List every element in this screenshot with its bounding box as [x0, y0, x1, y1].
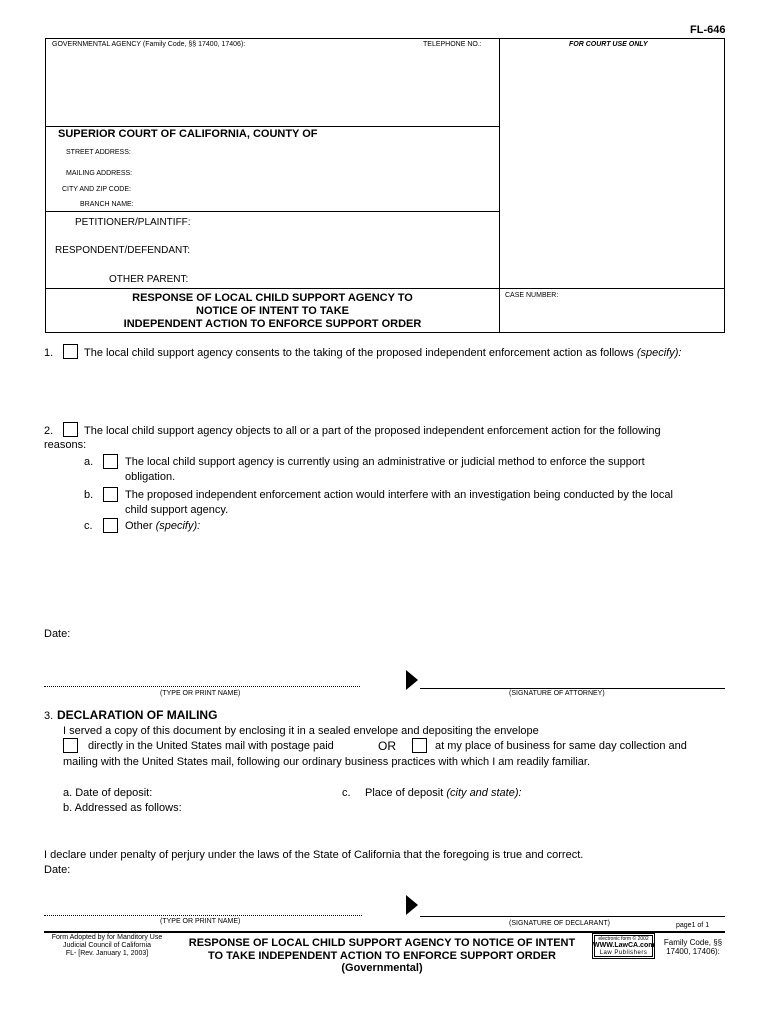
item2c-specify: (specify):	[155, 520, 201, 532]
item3-number: 3.	[44, 710, 54, 722]
declarant-signature-label: (SIGNATURE OF DECLARANT)	[509, 920, 610, 927]
item2b-checkbox[interactable]	[103, 487, 118, 502]
item1-checkbox[interactable]	[63, 344, 78, 359]
signature-line-2[interactable]	[420, 916, 725, 917]
item2c-text: Other	[125, 520, 153, 532]
form-number: FL-646	[690, 24, 726, 36]
item2a-line2: obligation.	[125, 471, 176, 483]
court-use-label: FOR COURT USE ONLY	[569, 41, 648, 48]
date-of-deposit-label: a. Date of deposit:	[63, 787, 153, 799]
item2-checkbox[interactable]	[63, 422, 78, 437]
footer-title-line1: RESPONSE OF LOCAL CHILD SUPPORT AGENCY TO NOTICE OF INTENT	[188, 937, 576, 949]
branch-name-label: BRANCH NAME:	[80, 201, 134, 208]
mail-direct-checkbox[interactable]	[63, 738, 78, 753]
signature-line[interactable]	[420, 688, 725, 689]
item2b-label: b.	[84, 489, 94, 501]
logo-line3: Law Publishers	[599, 950, 648, 956]
type-name-label: (TYPE OR PRINT NAME)	[160, 690, 241, 697]
declaration-title: DECLARATION OF MAILING	[57, 708, 218, 722]
family-code-line2: 17400, 17406):	[666, 947, 720, 956]
item1-specify: (specify):	[636, 347, 682, 359]
item2c-label: c.	[84, 520, 93, 532]
footer-title-line2: TO TAKE INDEPENDENT ACTION TO ENFORCE SUPPORT ORDER	[208, 950, 556, 962]
respondent-label: RESPONDENT/DEFENDANT:	[55, 245, 191, 256]
telephone-label: TELEPHONE NO.:	[423, 41, 482, 48]
signature-arrow-icon-2	[406, 895, 418, 915]
logo-line2: WWW.LawCA.com	[593, 942, 655, 949]
declaration-line1: I served a copy of this document by enclosing it in a sealed envelope and depositing the envelope	[63, 725, 539, 737]
declaration-line3: mailing with the United States mail, following our ordinary business practices with which I am readily familiar.	[63, 756, 591, 768]
petitioner-label: PETITIONER/PLAINTIFF:	[75, 217, 191, 228]
form-title-line2: NOTICE OF INTENT TO TAKE	[196, 305, 349, 317]
item1-number: 1.	[44, 347, 54, 359]
agency-label: GOVERNMENTAL AGENCY (Family Code, §§ 17400, 17406):	[52, 41, 246, 48]
adopted-line1: Form Adopted by for Manditory Use	[51, 934, 163, 941]
item1-text: The local child support agency consents to the taking of the proposed independent enforcement action as follows	[84, 347, 634, 359]
court-title: SUPERIOR COURT OF CALIFORNIA, COUNTY OF	[58, 128, 318, 140]
date2-label: Date:	[44, 864, 71, 876]
declare-text: I declare under penalty of perjury under the laws of the State of California that the foregoing is true and correct.	[44, 849, 584, 861]
item2a-line1: The local child support agency is currently using an administrative or judicial method to enforce the support	[125, 456, 645, 468]
footer-title-line3: (Governmental)	[341, 962, 423, 974]
item2c-checkbox[interactable]	[103, 518, 118, 533]
family-code-line1: Family Code, §§	[663, 938, 723, 947]
place-of-deposit-c-label: c.	[342, 787, 351, 799]
logo-line1: electronic form © 2002	[598, 936, 649, 942]
place-of-deposit-specify: (city and state):	[446, 787, 522, 799]
publisher-logo	[592, 933, 655, 959]
type-name-label-2: (TYPE OR PRINT NAME)	[160, 918, 241, 925]
mailing-address-label: MAILING ADDRESS:	[66, 170, 133, 177]
city-zip-label: CITY AND ZIP CODE:	[62, 186, 131, 193]
item2-text-reasons: reasons:	[44, 439, 87, 451]
adopted-line3: FL- [Rev. January 1, 2003]	[65, 950, 149, 957]
item2b-line2: child support agency.	[125, 504, 229, 516]
adopted-line2: Judicial Council of California	[63, 942, 151, 949]
form-title-line3: INDEPENDENT ACTION TO ENFORCE SUPPORT ORDER	[123, 318, 422, 330]
attorney-signature-label: (SIGNATURE OF ATTORNEY)	[509, 690, 605, 697]
mail-business-text: at my place of business for same day collection and	[435, 740, 687, 752]
form-title-line1: RESPONSE OF LOCAL CHILD SUPPORT AGENCY TO	[132, 292, 413, 304]
signature-arrow-icon	[406, 670, 418, 690]
mail-business-checkbox[interactable]	[412, 738, 427, 753]
street-address-label: STREET ADDRESS:	[66, 149, 131, 156]
item2-number: 2.	[44, 425, 54, 437]
date-label: Date:	[44, 628, 71, 640]
mail-direct-text: directly in the United States mail with postage paid	[88, 740, 334, 752]
type-name-line[interactable]	[44, 686, 360, 687]
item2a-checkbox[interactable]	[103, 454, 118, 469]
page-number: page1 of 1	[676, 922, 710, 929]
place-of-deposit-label: Place of deposit	[365, 787, 444, 799]
item2b-line1: The proposed independent enforcement action would interfere with an investigation being conducted by the local	[125, 489, 673, 501]
or-text: OR	[378, 739, 396, 753]
item2-text: The local child support agency objects to all or a part of the proposed independent enforcement action for the following	[84, 425, 661, 437]
item2a-label: a.	[84, 456, 94, 468]
other-parent-label: OTHER PARENT:	[109, 274, 189, 285]
case-number-label: CASE NUMBER:	[505, 292, 559, 299]
addressed-label: b. Addressed as follows:	[63, 802, 182, 814]
type-name-line-2[interactable]	[44, 915, 362, 916]
